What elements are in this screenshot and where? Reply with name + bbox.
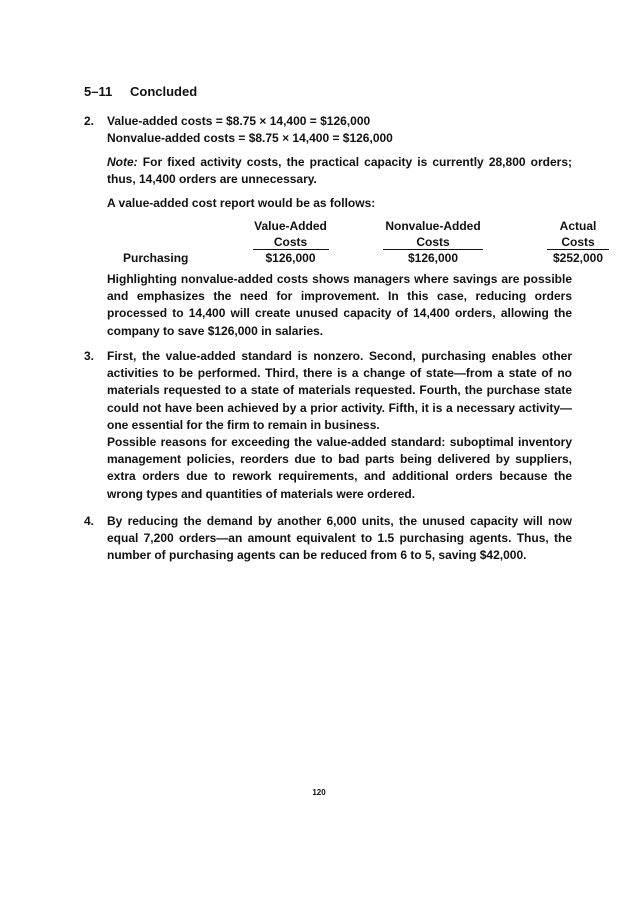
header-costs-1: Costs [253,236,329,250]
row-label: Purchasing [123,251,189,265]
header-value-added: Value-Added [254,219,327,233]
highlighting-paragraph: Highlighting nonvalue-added costs shows managers where savings are possible and emphasizes the need for improvement. In this case, reducing orders processed to 14,400 will create unused capacity of 14,400 orders, allowing the company to save $126,000 in salaries. [107,272,572,338]
section-heading [84,84,197,99]
note-paragraph [107,154,572,188]
header-costs-2: Costs [383,236,483,250]
nonvalue-added-costs-line: Nonvalue-added costs = $8.75 × 14,400 = $126,000 [107,131,393,145]
header-actual: Actual [559,219,597,233]
page-number: 120 [312,788,326,797]
report-intro: A value-added cost report would be as follows: [107,196,376,210]
section-number: 5–11 [84,84,113,99]
note-label: Note: [107,155,138,169]
header-nonvalue-added: Nonvalue-Added [385,219,481,233]
item-4-paragraph: By reducing the demand by another 6,000 units, the unused capacity will now equal 7,200 orders—an amount equivalent to 1.5 purchasing agents. Thus, the number of purchasing agents can be reduced from 6 to 5, saving $42,000. [107,514,572,563]
item-3-paragraph-2: Possible reasons for exceeding the value-added standard: suboptimal inventory management policies, reorders due to bad parts being delivered by suppliers, extra orders due to rework requirements, and additional orders because the wrong types and quantities of materials were ordered. [107,435,572,501]
actual-amount: $252,000 [552,251,604,265]
item-4-number: 4. [84,514,95,528]
value-added-cost-report [107,218,638,266]
report-row-purchasing [107,250,638,266]
report-header-row-top [107,218,638,234]
item-3-paragraph-1: First, the value-added standard is nonzero. Second, purchasing enables other activities to be performed. Third, there is a change of state—from a state of no materials requested to a state of materials requested. Fourth, the purchase state could not have been achieved by a prior activity. Fifth, it is a necessary activity—one essential for the firm to remain in business. [107,349,572,432]
item-2-number: 2. [84,114,95,128]
value-added-costs-line: Value-added costs = $8.75 × 14,400 = $126,000 [107,114,371,128]
item-3-number: 3. [84,349,95,363]
note-text: For fixed activity costs, the practical capacity is currently 28,800 orders; thus, 14,400 orders are unnecessary. [107,155,572,187]
report-header-row-bottom [107,234,638,250]
section-title: Concluded [130,84,198,99]
nonvalue-added-amount: $126,000 [407,251,459,265]
header-costs-3: Costs [547,236,609,250]
value-added-amount: $126,000 [265,251,316,265]
